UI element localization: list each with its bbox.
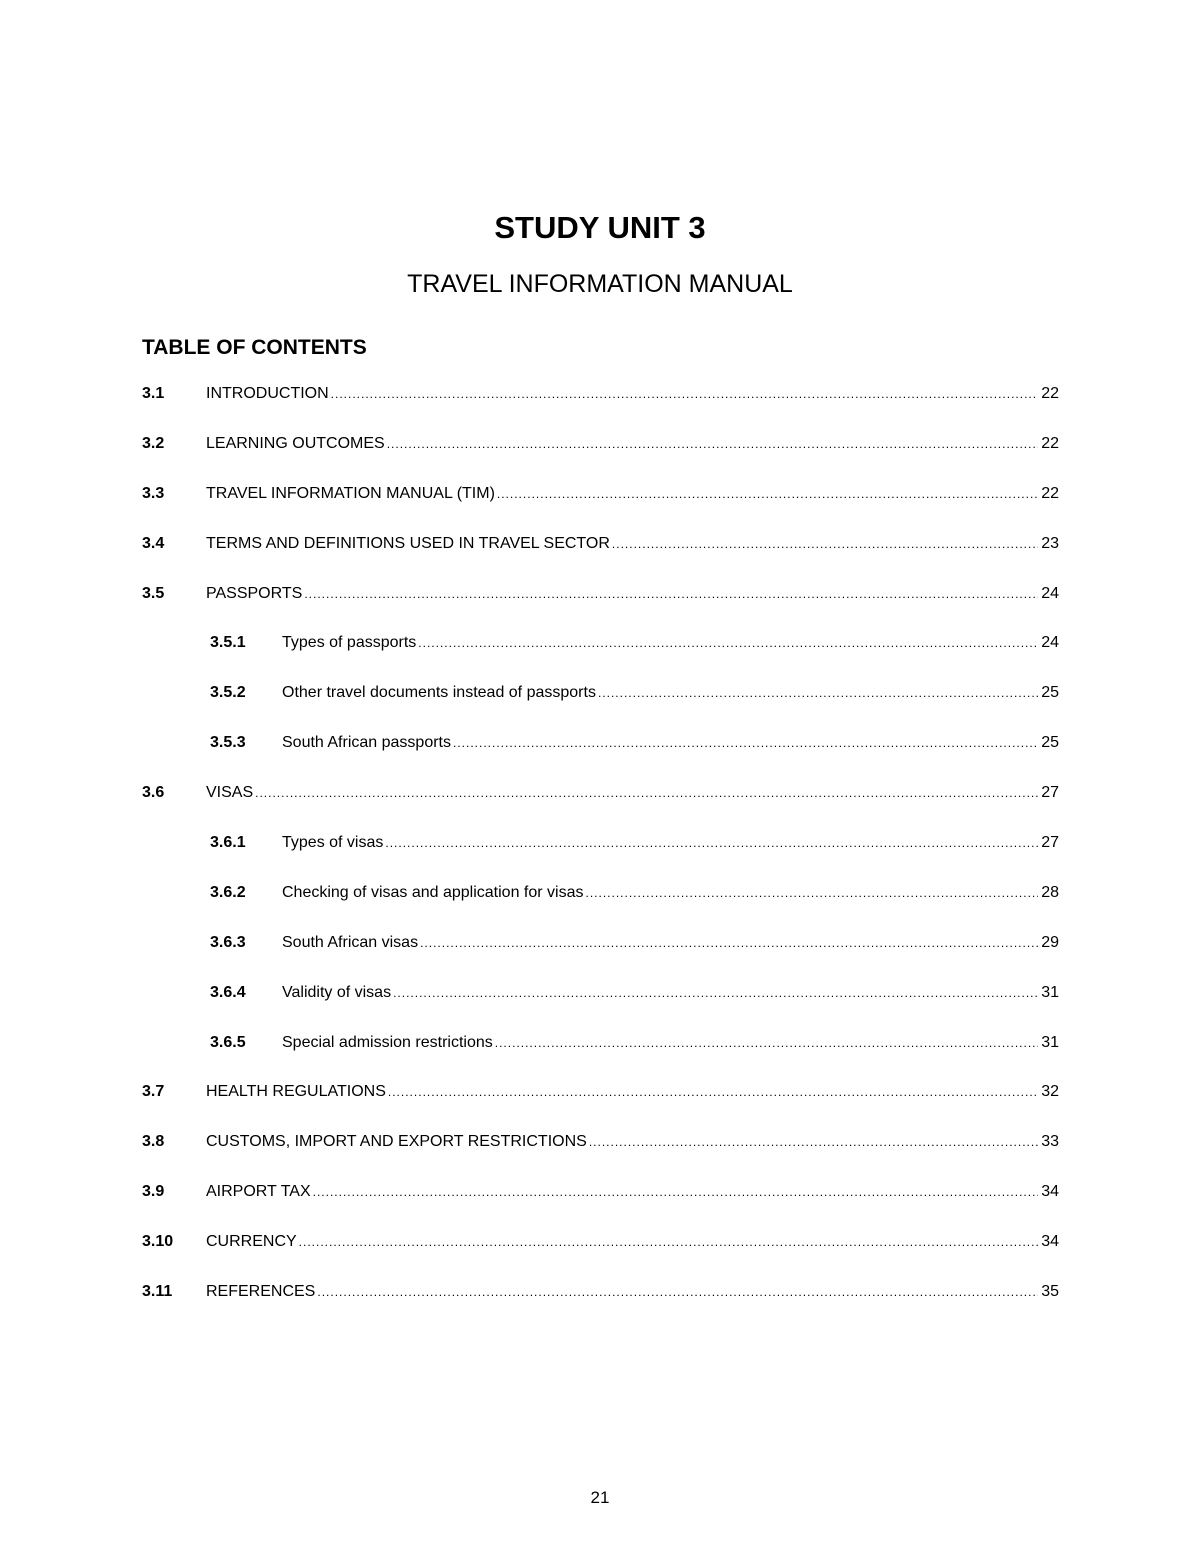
- toc-dot-leader: [589, 1129, 1038, 1155]
- toc-entry-label: LEARNING OUTCOMES: [206, 434, 385, 452]
- toc-entry-label: TRAVEL INFORMATION MANUAL (TIM): [206, 484, 495, 502]
- toc-entry-number: 3.9: [142, 1183, 165, 1201]
- toc-entry[interactable]: [142, 780, 1059, 830]
- toc-entry-label: PASSPORTS: [206, 584, 303, 602]
- toc-entry-label: Checking of visas and application for visas: [282, 883, 584, 901]
- toc-entry[interactable]: [142, 1079, 1059, 1129]
- toc-entry-number: 3.5: [142, 584, 165, 602]
- toc-entry-number: 3.6.3: [210, 933, 246, 951]
- toc-entry-page: 34: [1041, 1183, 1059, 1201]
- toc-entry-page: 29: [1041, 933, 1059, 951]
- toc-entry-page: 32: [1041, 1083, 1059, 1101]
- toc-dot-leader: [385, 830, 1038, 856]
- toc-entry-label: REFERENCES: [206, 1283, 316, 1301]
- toc-entry-number: 3.2: [142, 434, 165, 452]
- toc-entry-label: South African visas: [282, 933, 419, 951]
- toc-entry-page: 25: [1041, 734, 1059, 752]
- toc-entry-page: 23: [1041, 534, 1059, 552]
- toc-dot-leader: [331, 381, 1039, 407]
- toc-entry-number: 3.6.1: [210, 834, 246, 852]
- toc-entry-label: HEALTH REGULATIONS: [206, 1083, 386, 1101]
- toc-entry-page: 33: [1041, 1133, 1059, 1151]
- page-subtitle: TRAVEL INFORMATION MANUAL: [407, 270, 793, 298]
- toc-dot-leader: [598, 680, 1038, 706]
- page-number: 21: [590, 1488, 610, 1507]
- toc-entry-page: 25: [1041, 684, 1059, 702]
- toc-dot-leader: [495, 1030, 1038, 1056]
- toc-dot-leader: [299, 1229, 1039, 1255]
- toc-heading: TABLE OF CONTENTS: [142, 336, 367, 359]
- toc-dot-leader: [497, 481, 1038, 507]
- toc-entry-number: 3.1: [142, 385, 165, 402]
- toc-entry-page: 22: [1041, 385, 1059, 402]
- toc-entry[interactable]: [142, 431, 1059, 481]
- table-of-contents: [142, 381, 1059, 1329]
- toc-dot-leader: [388, 1079, 1038, 1105]
- toc-dot-leader: [420, 930, 1038, 956]
- toc-entry-page: 31: [1041, 983, 1059, 1001]
- toc-entry-label: Types of passports: [282, 634, 417, 652]
- toc-entry-number: 3.3: [142, 484, 165, 502]
- toc-entry[interactable]: [142, 1179, 1059, 1229]
- toc-entry-label: AIRPORT TAX: [206, 1183, 311, 1201]
- toc-entry-number: 3.5.1: [210, 634, 246, 652]
- toc-entry-number: 3.8: [142, 1133, 165, 1151]
- toc-entry-number: 3.5.3: [210, 734, 246, 752]
- toc-dot-leader: [387, 431, 1039, 457]
- toc-dot-leader: [317, 1279, 1038, 1305]
- toc-dot-leader: [453, 730, 1038, 756]
- toc-entry[interactable]: [142, 581, 1059, 631]
- toc-entry[interactable]: [142, 830, 1059, 880]
- toc-entry[interactable]: [142, 381, 1059, 431]
- toc-entry-label: Types of visas: [282, 834, 384, 852]
- toc-entry-page: 35: [1041, 1283, 1059, 1301]
- toc-entry[interactable]: [142, 1279, 1059, 1329]
- toc-entry-page: 34: [1041, 1233, 1059, 1251]
- toc-entry-label: South African passports: [282, 734, 451, 752]
- toc-entry-number: 3.6: [142, 784, 165, 802]
- toc-dot-leader: [255, 780, 1038, 806]
- page-title: STUDY UNIT 3: [494, 210, 706, 245]
- toc-entry-label: Validity of visas: [282, 983, 392, 1001]
- toc-entry-page: 28: [1041, 883, 1059, 901]
- toc-entry-number: 3.4: [142, 534, 165, 552]
- toc-entry[interactable]: [142, 531, 1059, 581]
- toc-entry-page: 27: [1041, 834, 1059, 852]
- toc-entry-number: 3.6.4: [210, 983, 246, 1001]
- toc-dot-leader: [418, 630, 1038, 656]
- toc-entry[interactable]: [142, 630, 1059, 680]
- toc-entry-number: 3.7: [142, 1083, 165, 1101]
- toc-entry[interactable]: [142, 1129, 1059, 1179]
- toc-entry-label: TERMS AND DEFINITIONS USED IN TRAVEL SECTOR: [206, 534, 610, 552]
- toc-entry[interactable]: [142, 880, 1059, 930]
- toc-entry[interactable]: [142, 1030, 1059, 1080]
- toc-entry[interactable]: [142, 481, 1059, 531]
- toc-entry-number: 3.6.5: [210, 1033, 246, 1051]
- toc-entry-label: Special admission restrictions: [282, 1033, 493, 1051]
- toc-entry-number: 3.10: [142, 1233, 174, 1251]
- toc-dot-leader: [304, 581, 1038, 607]
- toc-entry[interactable]: [142, 980, 1059, 1030]
- toc-entry-number: 3.6.2: [210, 883, 246, 901]
- toc-dot-leader: [612, 531, 1038, 557]
- toc-entry-page: 24: [1041, 584, 1059, 602]
- toc-dot-leader: [586, 880, 1039, 906]
- toc-entry-page: 27: [1041, 784, 1059, 802]
- toc-entry[interactable]: [142, 1229, 1059, 1279]
- toc-entry-page: 24: [1041, 634, 1059, 652]
- toc-entry[interactable]: [142, 930, 1059, 980]
- toc-entry-label: CURRENCY: [206, 1233, 297, 1251]
- toc-entry[interactable]: [142, 680, 1059, 730]
- toc-entry-label: Other travel documents instead of passports: [282, 684, 596, 702]
- toc-entry-label: CUSTOMS, IMPORT AND EXPORT RESTRICTIONS: [206, 1133, 587, 1151]
- toc-entry-label: VISAS: [206, 784, 254, 802]
- toc-entry-label: INTRODUCTION: [206, 385, 329, 402]
- toc-entry-number: 3.5.2: [210, 684, 246, 702]
- toc-entry[interactable]: [142, 730, 1059, 780]
- toc-dot-leader: [393, 980, 1038, 1006]
- toc-entry-number: 3.11: [142, 1283, 173, 1301]
- toc-entry-page: 22: [1041, 434, 1059, 452]
- toc-entry-page: 31: [1041, 1033, 1059, 1051]
- toc-dot-leader: [313, 1179, 1039, 1205]
- toc-entry-page: 22: [1041, 484, 1059, 502]
